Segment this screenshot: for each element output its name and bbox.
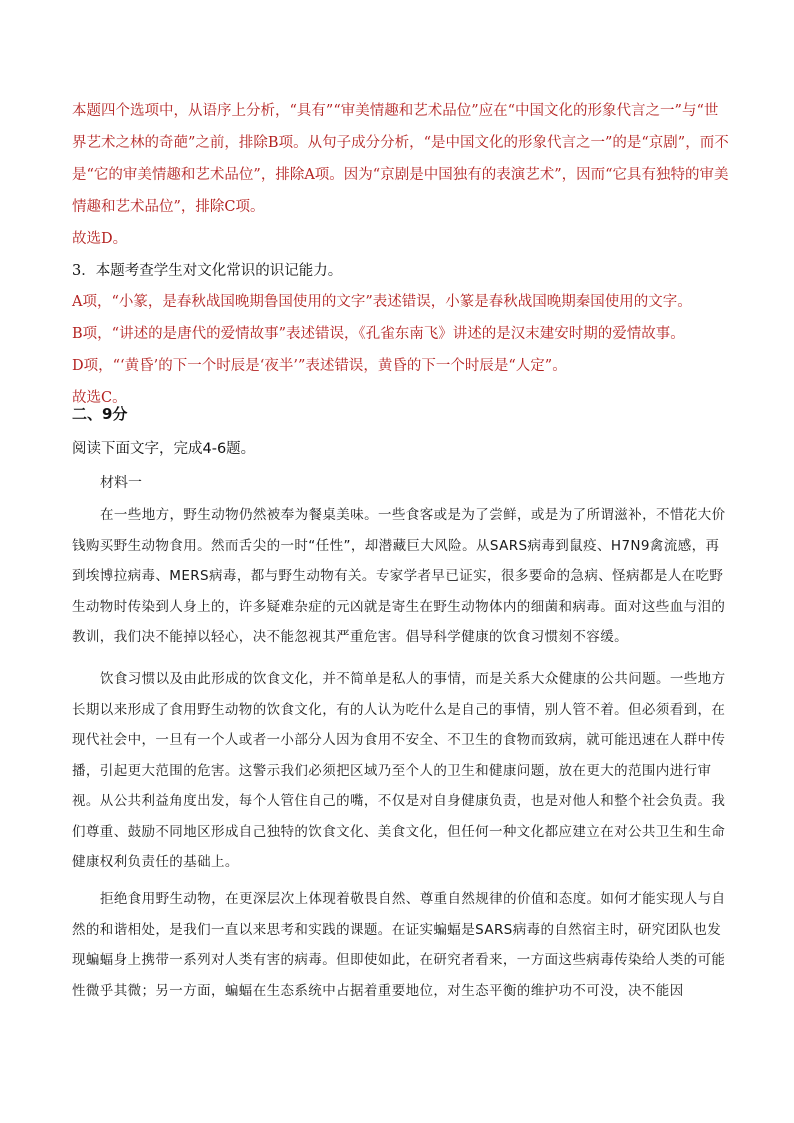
material-paragraph: 在一些地方，野生动物仍然被奉为餐桌美味。一些食客或是为了尝鲜，或是为了所谓滋补，不惜花大价钱购买野生动物食用。然而舌尖的一时“任性”，却潜藏巨大风险。从SARS病毒到鼠疫、H7N9禽流感，再到埃博拉病毒、MERS病毒，都与野生动物有关。专家学者早已证实，很多要命的急病、怪病都是人在吃野生动物时传染到人身上的，许多疑难杂症的元凶就是寄生在野生动物体内的细菌和病毒。面对这些血与泪的教训，我们决不能掉以轻心，决不能忽视其严重危害。倡导科学健康的饮食习惯刻不容缓。 (72, 507, 726, 645)
answer-choice-q3: 故选C。 (72, 390, 127, 406)
material-paragraph: 饮食习惯以及由此形成的饮食文化，并不简单是私人的事情，而是关系大众健康的公共问题。一些地方长期以来形成了食用野生动物的饮食文化，有的人认为吃什么是自己的事情，别人管不着。但必须看到，在现代社会中，一旦有一个人或者一小部分人因为食用不安全、不卫生的食物而致病，就可能迅速在人群中传播，引起更大范围的危害。这警示我们必须把区域乃至个人的卫生和健康问题，放在更大的范围内进行审视。从公共利益角度出发，每个人管住自己的嘴，不仅是对自身健康负责，也是对他人和整个社会负责。我们尊重、鼓励不同地区形成自己独特的饮食文化、美食文化，但任何一种文化都应建立在对公共卫生和生命健康权利负责任的基础上。 (72, 671, 726, 870)
answer-choice-q2: 故选D。 (72, 231, 128, 247)
section-heading: 二、9分 (72, 405, 128, 423)
answer-q3-option-a: A项，“小篆，是春秋战国晚期鲁国使用的文字”表述错误，小篆是春秋战国晚期秦国使用的文字。 (72, 294, 692, 310)
answer-q3-option-b: B项，“讲述的是唐代的爱情故事”表述错误，《孔雀东南飞》讲述的是汉末建安时期的爱情故事。 (72, 326, 685, 342)
answer-q3-option-d: D项，“‘黄昏’的下一个时辰是‘夜半’”表述错误，黄昏的下一个时辰是“人定”。 (72, 358, 567, 374)
material-label: 材料一 (100, 475, 142, 491)
section-instruction: 阅读下面文字，完成4-6题。 (72, 441, 256, 457)
answer-analysis-q2: 本题四个选项中，从语序上分析，“具有”“审美情趣和艺术品位”应在“中国文化的形象代言之一”与“世界艺术之林的奇葩”之前，排除B项。从句子成分分析，“是中国文化的形象代言之一”的是“京剧”，而不是“它的审美情趣和艺术品位”，排除A项。因为“京剧是中国独有的表演艺术”，因而“它具有独特的审美情趣和艺术品位”，排除C项。 (72, 103, 729, 215)
answer-q3-intro: 3．本题考查学生对文化常识的识记能力。 (72, 263, 343, 279)
material-paragraph: 拒绝食用野生动物，在更深层次上体现着敬畏自然、尊重自然规律的价值和态度。如何才能实现人与自然的和谐相处，是我们一直以来思考和实践的课题。在证实蝙蝠是SARS病毒的自然宿主时，研究团队也发现蝙蝠身上携带一系列对人类有害的病毒。但即使如此，在研究者看来，一方面这些病毒传染给人类的可能性微乎其微；另一方面，蝙蝠在生态系统中占据着重要地位，对生态平衡的维护功不可没，决不能因 (72, 891, 726, 999)
